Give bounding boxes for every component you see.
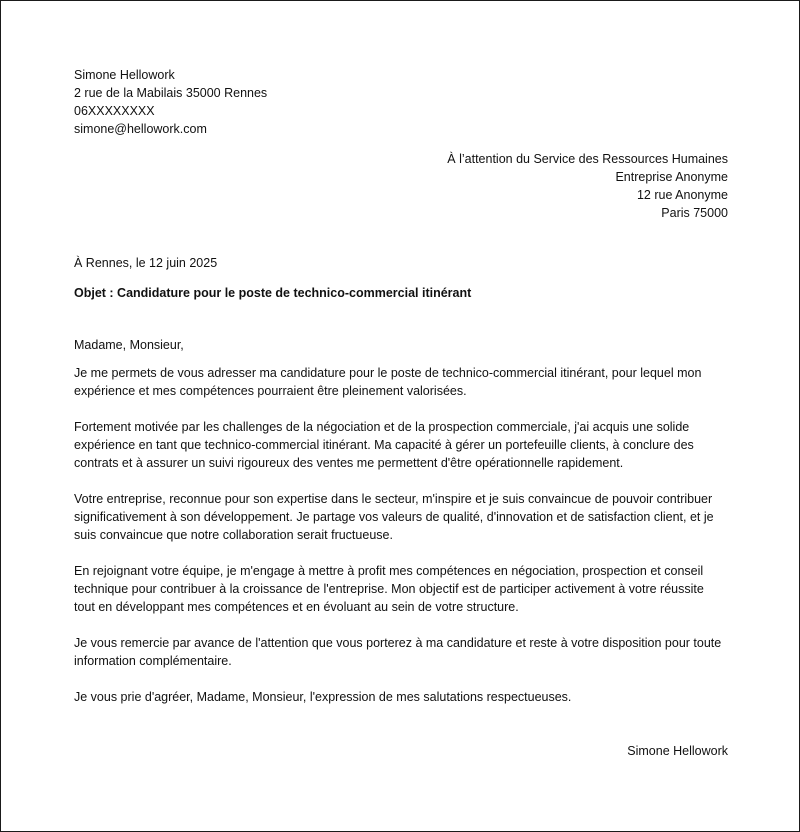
recipient-city: Paris 75000 <box>661 206 728 220</box>
recipient-block <box>74 150 728 222</box>
subject-line: Objet : Candidature pour le poste de technico-commercial itinérant <box>74 286 472 300</box>
recipient-street: 12 rue Anonyme <box>636 188 728 202</box>
paragraph-closing: Je vous prie d'agréer, Madame, Monsieur, l'expression de mes salutations respectueuses. <box>74 690 572 704</box>
letter-content <box>74 64 728 760</box>
sender-address: 2 rue de la Mabilais 35000 Rennes <box>74 86 268 100</box>
salutation: Madame, Monsieur, <box>74 338 184 352</box>
sender-name: Simone Hellowork <box>74 68 175 82</box>
sender-block <box>74 66 728 138</box>
paragraph-4: En rejoignant votre équipe, je m'engage à mettre à profit mes compétences en négociation, prospection et conseil technique pour contribuer à la croissance de l'entreprise. Mon objectif est de participer activement à votre réussite tout en développant mes compétences et en évoluant au sein de votre structure. <box>74 564 704 614</box>
paragraph-2: Fortement motivée par les challenges de la négociation et de la prospection commerciale, j'ai acquis une solide expérience en tant que technico-commercial itinérant. Ma capacité à gérer un portefeuille clients, à conclure des contrats et à assurer un suivi rigoureux des ventes me permettent d'être opérationnelle rapidement. <box>74 420 694 470</box>
paragraph-3: Votre entreprise, reconnue pour son expertise dans le secteur, m'inspire et je suis convaincue de pouvoir contribuer significativement à son développement. Je partage vos valeurs de qualité, d'innovation et de satisfaction client, et je suis convaincue que notre collaboration serait fructueuse. <box>74 492 714 542</box>
sender-email: simone@hellowork.com <box>74 122 207 136</box>
recipient-attention: À l’attention du Service des Ressources Humaines <box>447 152 728 166</box>
recipient-company: Entreprise Anonyme <box>615 170 728 184</box>
signature: Simone Hellowork <box>627 744 728 758</box>
paragraph-5: Je vous remercie par avance de l'attention que vous porterez à ma candidature et reste à votre disposition pour toute information complémentaire. <box>74 636 722 668</box>
sender-phone: 06XXXXXXXX <box>74 104 155 118</box>
date-line: À Rennes, le 12 juin 2025 <box>74 256 218 270</box>
paragraph-1: Je me permets de vous adresser ma candidature pour le poste de technico-commercial itinérant, pour lequel mon expérience et mes compétences pourraient être pleinement valorisées. <box>74 366 702 398</box>
